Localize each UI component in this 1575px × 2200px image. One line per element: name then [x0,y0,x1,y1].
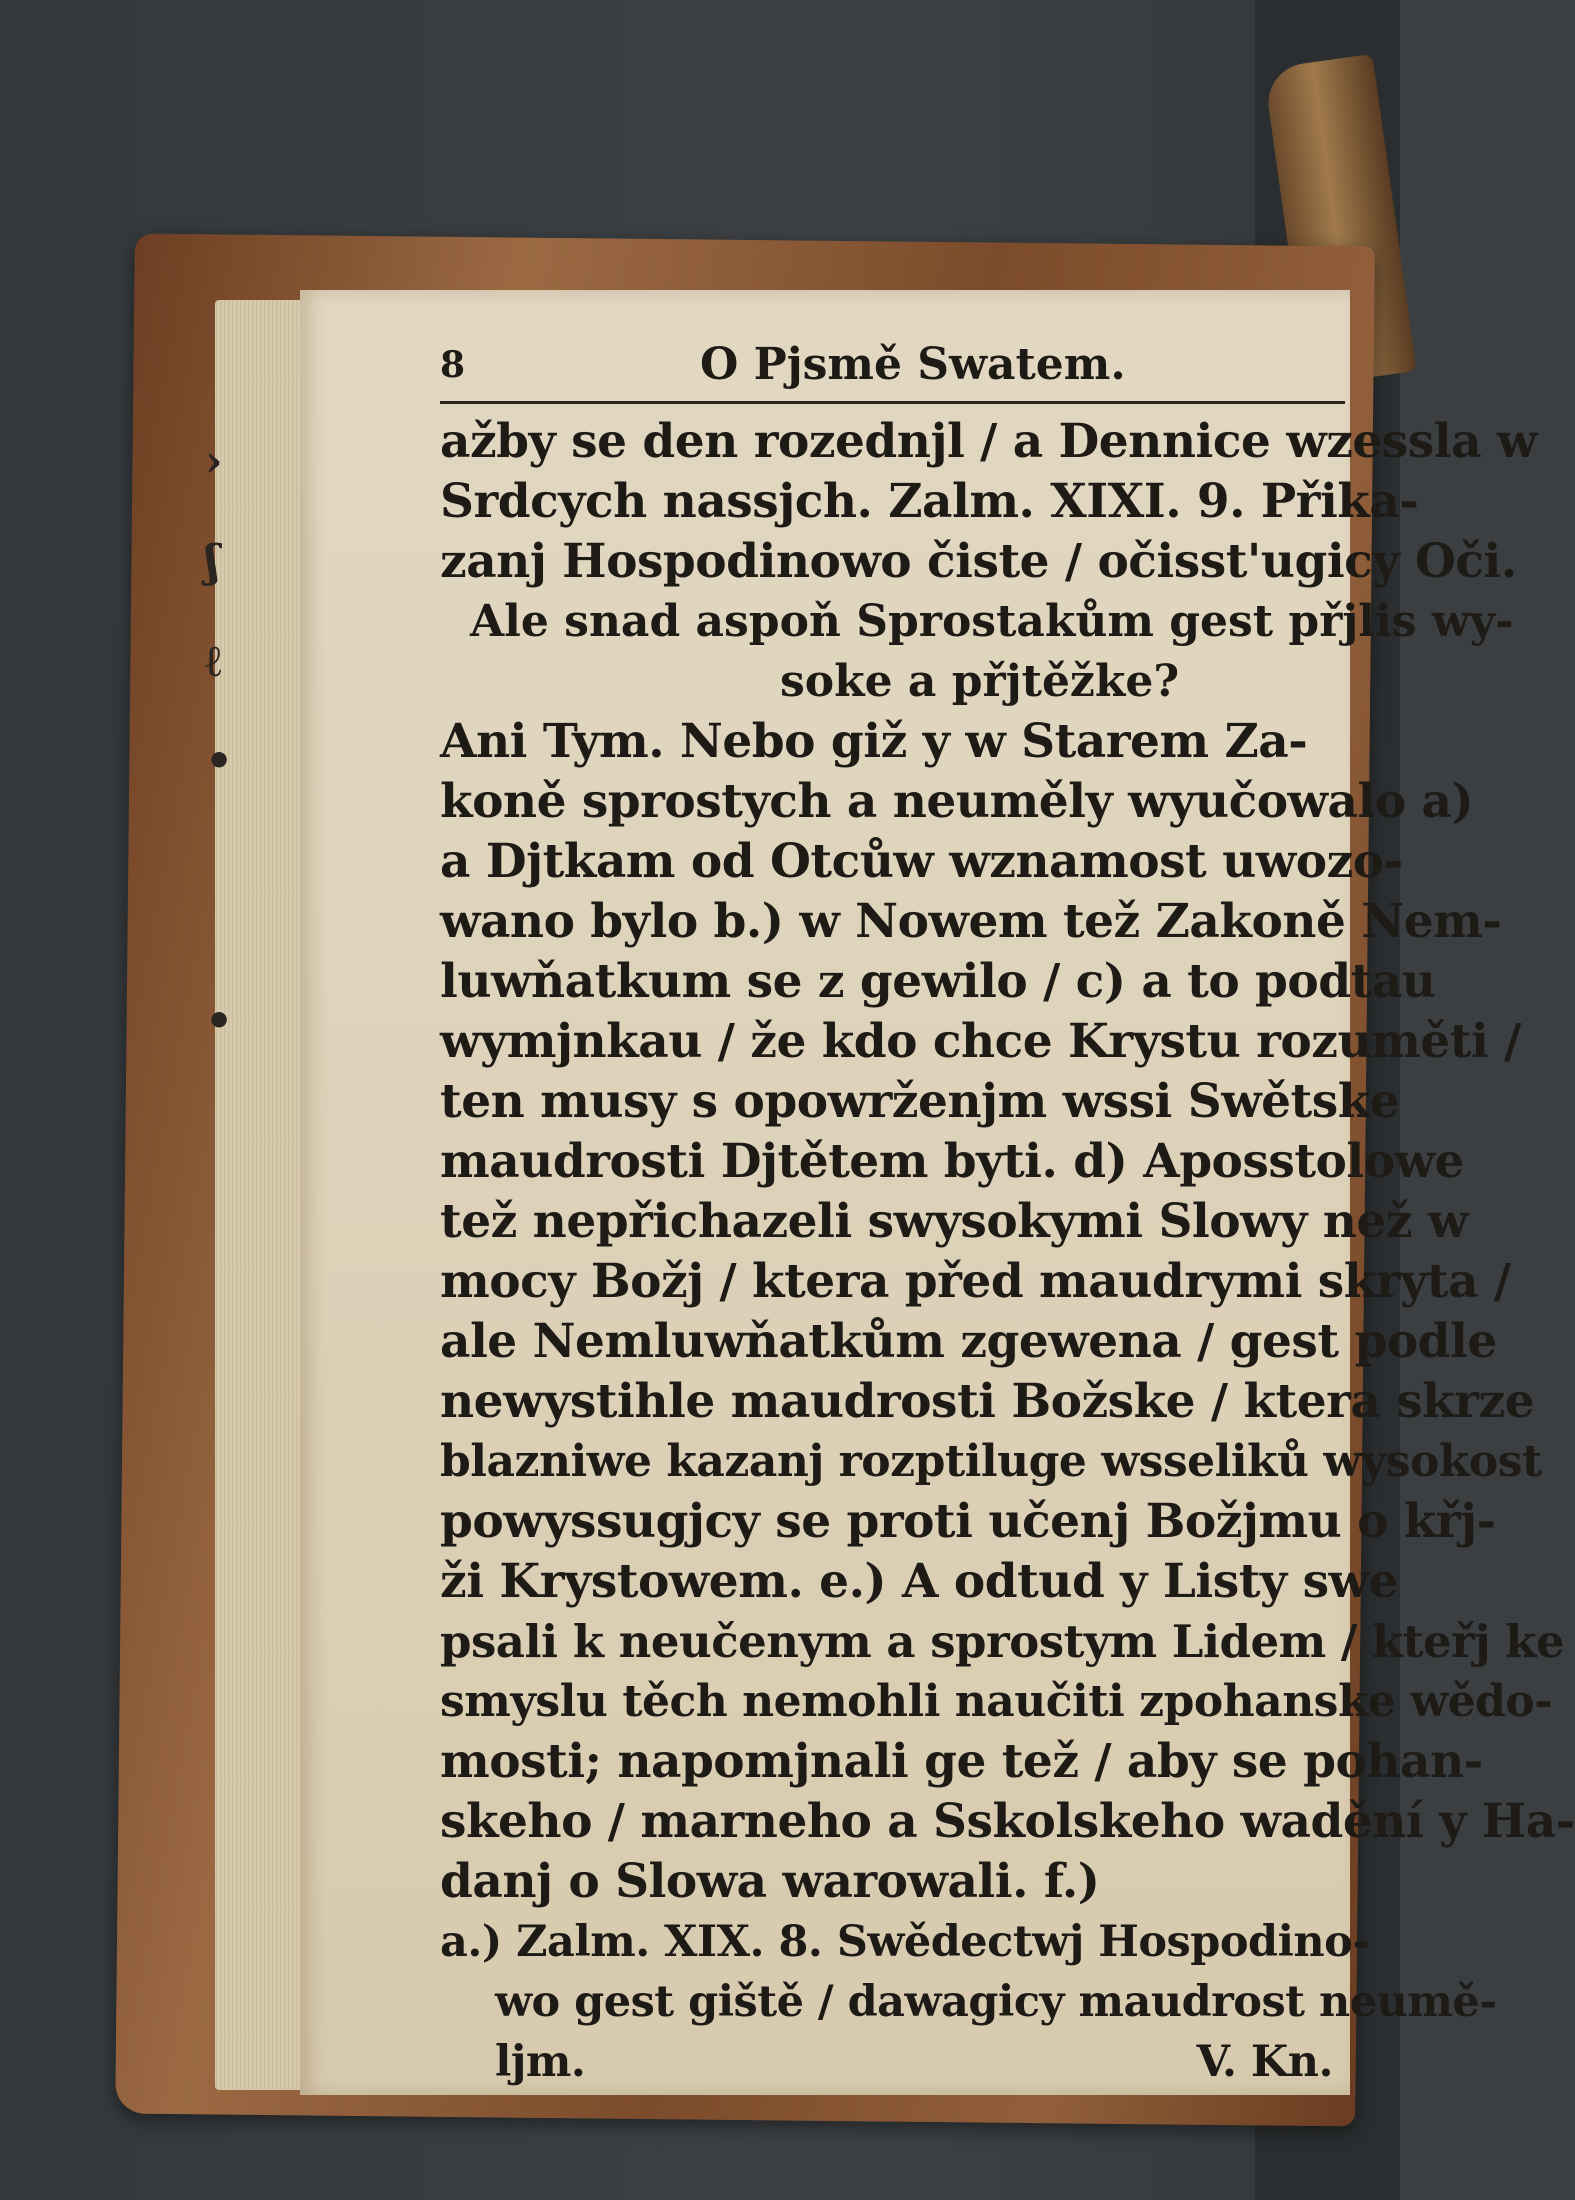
text-line: tež nepřichazeli swysokymi Slowy než w [440,1194,1468,1249]
text-line: mocy Božj / ktera před maudrymi skryta / [440,1254,1511,1309]
text-line: psali k neučenym a sprostym Lidem / kteřj ke [440,1615,1565,1668]
question-line: Ale snad aspoň Sprostakům gest přjlis wy- [470,596,1514,647]
margin-mark: ℓ [205,636,222,687]
text-line: ale Nemluwňatkům zgewena / gest podle [440,1314,1497,1369]
text-line: newystihle maudrosti Božske / ktera skrze [440,1374,1535,1429]
page-text [440,335,1575,2087]
margin-mark: ʃ [205,536,220,587]
footnote-line: wo gest giště / dawagicy maudrost neumě- [495,1977,1497,2027]
text-line: ži Krystowem. e.) A odtud y Listy swe [440,1554,1398,1609]
text-line: skeho / marneho a Sskolskeho wadění y Ha- [440,1794,1575,1849]
margin-mark: • [205,996,234,1047]
text-line: zanj Hospodinowo čiste / očisst'ugicy Oči. [440,534,1517,589]
text-line: wano bylo b.) w Nowem tež Zakoně Nem- [440,894,1502,949]
question-line: soke a přjtěžke? [780,656,1180,707]
text-line: ten musy s opowrženjm wssi Swětske [440,1074,1400,1129]
page-header [440,335,1345,404]
page-number: 8 [440,344,466,386]
footnote-last-line [440,2032,1345,2092]
text-line: a Djtkam od Otcůw wznamost uwozo- [440,834,1403,889]
text-line: smyslu těch nemohli naučiti zpohanske wědo- [440,1676,1552,1727]
text-line: luwňatkum se z gewilo / c) a to podtau [440,954,1436,1009]
margin-mark: • [205,736,234,787]
running-title: O Pjsmě Swatem. [700,339,1126,390]
catchword: V. Kn. [1196,2037,1333,2087]
margin-mark: › [205,436,223,487]
text-line: wymjnkau / že kdo chce Krystu rozuměti / [440,1014,1521,1069]
text-line: maudrosti Djtětem byti. d) Aposstolowe [440,1134,1464,1189]
text-line: blazniwe kazanj rozptiluge wsseliků wysokost [440,1436,1542,1487]
text-line: mosti; napomjnali ge tež / aby se pohan- [440,1734,1483,1789]
footnote-line: a.) Zalm. XIX. 8. Swědectwj Hospodino- [440,1917,1370,1967]
footnote-line: ljm. [495,2037,586,2087]
text-line: danj o Slowa warowali. f.) [440,1854,1100,1909]
text-line: Srdcych nassjch. Zalm. XIXI. 9. Přika- [440,474,1419,529]
text-line: koně sprostych a neuměly wyučowalo a) [440,774,1474,829]
text-line: Ani Tym. Nebo giž y w Starem Za- [440,714,1308,769]
text-line: ažby se den rozednjl / a Dennice wzessla w [440,414,1537,469]
text-line: powyssugjcy se proti učenj Božjmu o křj- [440,1494,1496,1549]
